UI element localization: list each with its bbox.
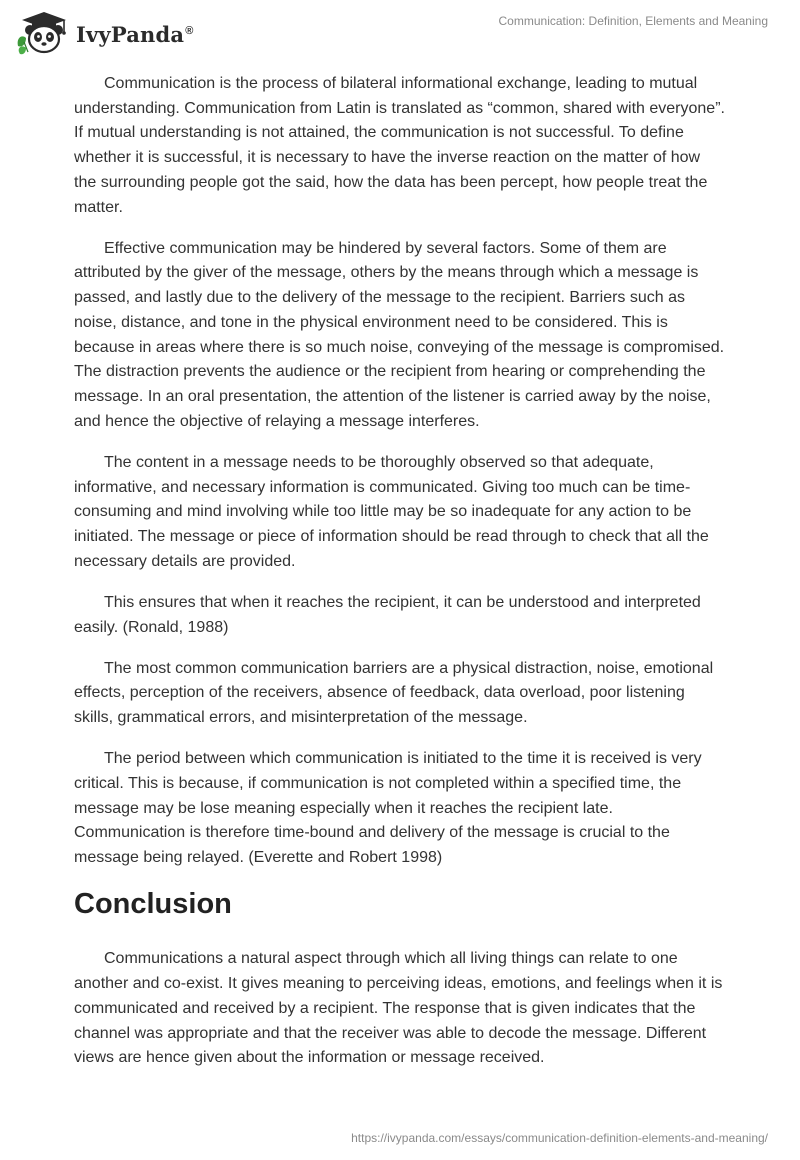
panda-logo-icon bbox=[14, 8, 70, 56]
paragraph-4: This ensures that when it reaches the recipient, it can be understood and interpreted easily. (Ronald, 1988) bbox=[74, 593, 701, 636]
essay-content bbox=[74, 72, 726, 1087]
page-header bbox=[0, 0, 800, 62]
registered-mark: ® bbox=[185, 24, 194, 37]
ivypanda-logo[interactable] bbox=[14, 8, 194, 56]
paragraph-3: The content in a message needs to be thoroughly observed so that adequate, informative, and necessary information is communicated. Giving too much can be time-consuming and mind involving while too little may be so inadequate for any action to be initiated. The message or piece of information should be read through to check that all the necessary details are provided. bbox=[74, 453, 709, 570]
conclusion-paragraph: Communications a natural aspect through which all living things can relate to one another and co-exist. It gives meaning to perceiving ideas, emotions, and feelings when it is communicated and received by a recipient. The response that is given indicates that the channel was appropriate and that the receiver was able to decode the message. Different views are hence given about the information or message received. bbox=[74, 950, 723, 1067]
document-title: Communication: Definition, Elements and Meaning bbox=[498, 14, 768, 28]
paragraph-6: The period between which communication is initiated to the time it is received is very critical. This is because, if communication is not completed within a specified time, the message may be lose meaning especially when it reaches the recipient late. Communication is therefore time-bound and delivery of the message is crucial to the message being relayed. (Everette and Robert 1998) bbox=[74, 750, 702, 867]
paragraph-5: The most common communication barriers are a physical distraction, noise, emotional effects, perception of the receivers, absence of feedback, data overload, poor listening skills, grammatical errors, and misinterpretation of the message. bbox=[74, 659, 714, 727]
paragraph-2: Effective communication may be hindered by several factors. Some of them are attributed by the giver of the message, others by the means through which a message is passed, and lastly due to the delivery of the message to the recipient. Barriers such as noise, distance, and tone in the physical environment need to be considered. This is because in areas where there is so much noise, conveying of the message is compromised. The distraction prevents the audience or the recipient from hearing or comprehending the message. In an oral presentation, the attention of the listener is carried away by the noise, and hence the objective of relaying a message interferes. bbox=[74, 239, 725, 430]
brand-name-text: IvyPanda bbox=[76, 21, 185, 47]
brand-name bbox=[76, 22, 194, 47]
source-url[interactable]: https://ivypanda.com/essays/communication-definition-elements-and-meaning/ bbox=[351, 1131, 768, 1145]
paragraph-1: Communication is the process of bilateral informational exchange, leading to mutual understanding. Communication from Latin is translated as “common, shared with everyone”. If mutual understanding is not attained, the communication is not successful. To define whether it is successful, it is necessary to have the inverse reaction on the matter of how the surrounding people got the said, how the data has been percept, how people treat the matter. bbox=[74, 75, 725, 216]
conclusion-heading: Conclusion bbox=[74, 888, 232, 921]
